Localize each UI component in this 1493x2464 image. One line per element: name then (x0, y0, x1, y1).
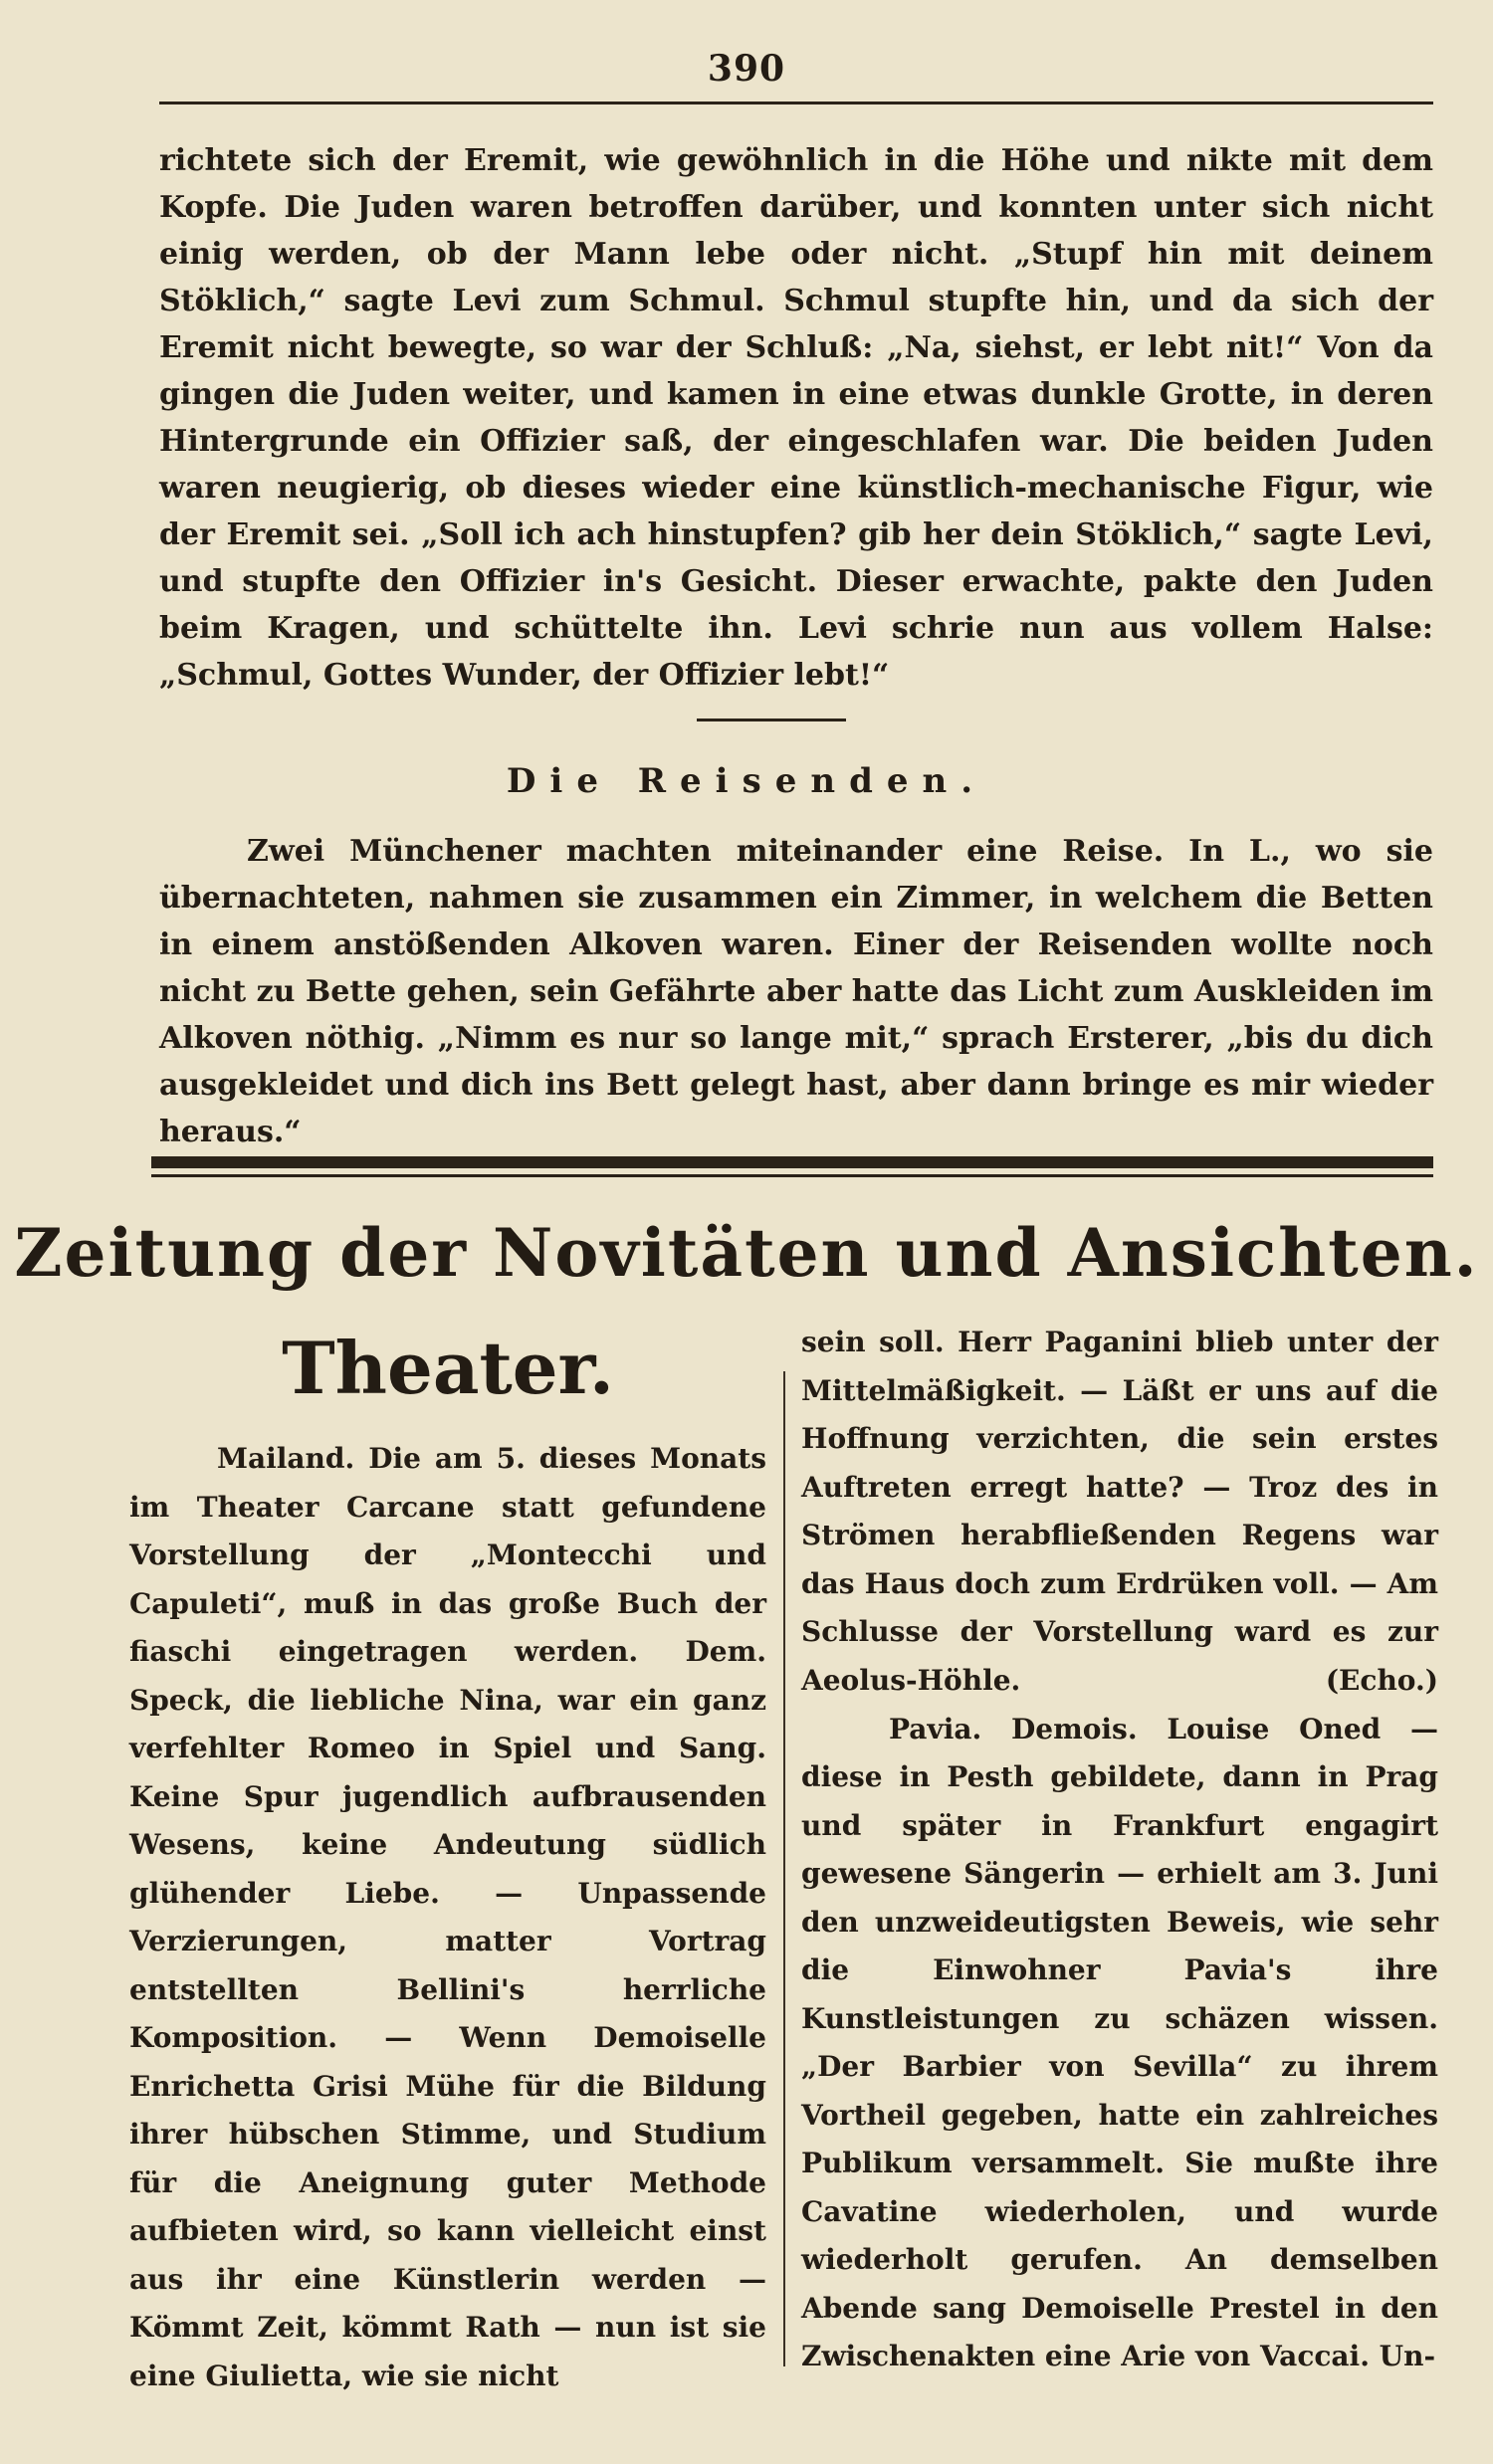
right-column (801, 1319, 1438, 2381)
pavia-article: Pavia. Demois. Louise Oned — diese in Pesth gebildete, dann in Prag und später in Frankfurt engagirt gewesene Sängerin — erhielt am 3. Juni den unzweideutigsten Beweis, wie sehr die Einwohner Pavia's ihre Kunstleistungen zu schäzen wissen. „Der Barbier von Sevilla“ zu ihrem Vortheil gegeben, hatte ein zahlreiches Publikum versammelt. Sie mußte ihre Cavatine wiederholen, und wurde wiederholt gerufen. An demselben Abende sang Demoiselle Prestel in den Zwischenakten eine Arie von Vaccai. Un- (801, 1712, 1438, 2372)
travellers-text: Zwei Münchener machten miteinander eine Reise. In L., wo sie übernachteten, nahmen sie zusammen ein Zimmer, in welchem die Betten in einem anstößenden Alkoven waren. Einer der Reisenden wollte noch nicht zu Bette gehen, sein Gefährte aber hatte das Licht zum Auskleiden im Alkoven nöthig. „Nimm es nur so lange mit,“ sprach Ersterer, „bis du dich ausgekleidet und dich ins Bett gelegt hast, aber dann bringe es mir wieder heraus.“ (159, 834, 1433, 1149)
story-separator (697, 719, 846, 721)
column-divider (783, 1371, 785, 2366)
top-story-text: richtete sich der Eremit, wie gewöhnlich in die Höhe und nikte mit dem Kopfe. Die Juden waren betroffen darüber, und konnten unter sich nicht einig werden, ob der Mann lebe oder nicht. „Stupf hin mit deinem Stöklich,“ sagte Levi zum Schmul. Schmul stupfte hin, und da sich der Eremit nicht bewegte, so war der Schluß: „Na, siehst, er lebt nit!“ Von da gingen die Juden weiter, und kamen in eine etwas dunkle Grotte, in deren Hintergrunde ein Offizier saß, der eingeschlafen war. Die beiden Juden waren neugierig, ob dieses wieder eine künstlich-mechanische Figur, wie der Eremit sei. „Soll ich ach hinstupfen? gib her dein Stöklich,“ sagte Levi, und stupfte den Offizier in's Gesicht. Dieser erwachte, pakte den Juden beim Kragen, und schüttelte ihn. Levi schrie nun aus vollem Halse: „Schmul, Gottes Wunder, der Offizier lebt!“ (159, 143, 1433, 693)
double-rule-divider (151, 1156, 1433, 1186)
travellers-story (159, 828, 1433, 1155)
top-story (159, 137, 1433, 699)
page-number: 390 (707, 48, 786, 90)
masthead-title: Zeitung der Novitäten und Ansichten. (14, 1214, 1479, 1292)
source-credit: (Echo.) (1325, 1664, 1438, 1697)
left-column (129, 1324, 766, 2400)
header-rule (159, 102, 1433, 104)
theater-heading: Theater. (282, 1326, 614, 1410)
mailand-article: Mailand. Die am 5. dieses Monats im Theater Carcane statt gefundene Vorstellung der „Montecchi und Capuleti“, muß in das große Buch der fiaschi eingetragen werden. Dem. Speck, die liebliche Nina, war ein ganz verfehlter Romeo in Spiel und Sang. Keine Spur jugendlich aufbrausenden Wesens, keine Andeutung südlich glühender Liebe. — Unpassende Verzierungen, matter Vortrag entstellten Bellini's herrliche Komposition. — Wenn Demoiselle Enrichetta Grisi Mühe für die Bildung ihrer hübschen Stimme, und Studium für die Aneignung guter Methode aufbieten wird, so kann vielleicht einst aus ihr eine Künstlerin werden — Kömmt Zeit, kömmt Rath — nun ist sie eine Giulietta, wie sie nicht (129, 1442, 766, 2392)
section-heading: Die Reisenden. (506, 761, 987, 801)
mailand-continuation: sein soll. Herr Paganini blieb unter der Mittelmäßigkeit. — Läßt er uns auf die Hoffnung verzichten, die sein erstes Auftreten erregt hatte? — Troz des in Strömen herabfließenden Regens war das Haus doch zum Erdrüken voll. — Am Schlusse der Vorstellung ward es zur Aeolus-Höhle. (801, 1326, 1438, 1697)
